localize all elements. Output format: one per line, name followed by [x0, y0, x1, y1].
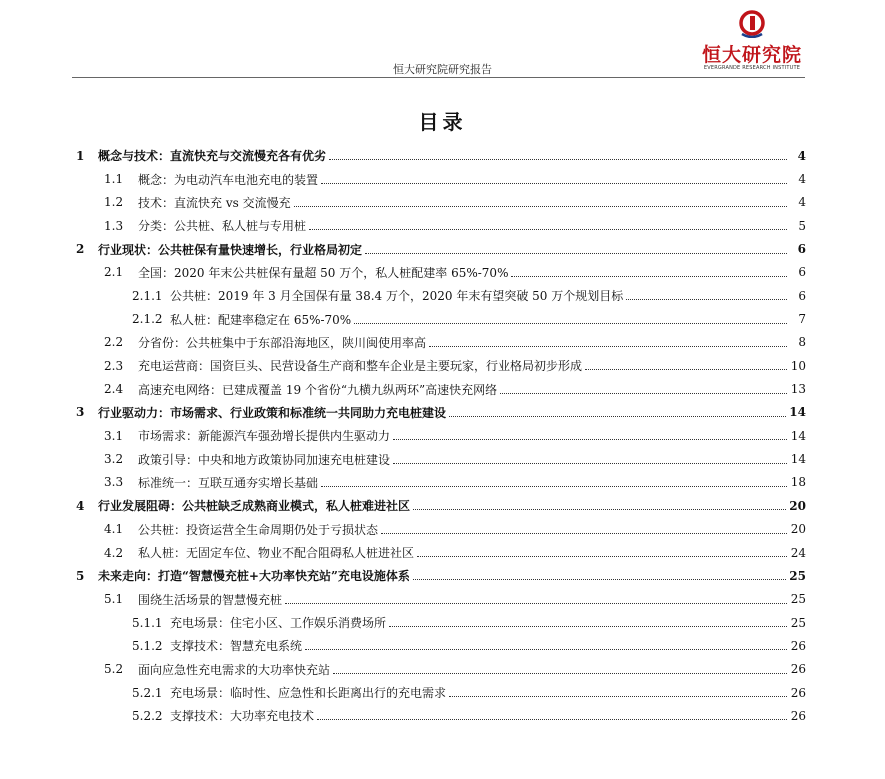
toc-entry-page: 6: [797, 242, 806, 257]
toc-entry-number: 5.1: [104, 592, 124, 607]
toc-entry-page: 18: [790, 475, 806, 490]
toc-entry-page: 4: [798, 172, 806, 187]
toc-entry[interactable]: [76, 144, 806, 167]
toc-entry-number: 2.3: [104, 358, 124, 373]
toc-entry-page: 4: [797, 148, 806, 163]
toc-entry-number: 5: [76, 568, 85, 583]
toc-entry-page: 14: [790, 428, 806, 443]
toc-entry-title: 围绕生活场景的智慧慢充桩: [138, 592, 283, 607]
toc-entry-page: 20: [790, 522, 806, 537]
evergrande-logo-icon: [738, 10, 766, 38]
toc-entry-title: 概念：为电动汽车电池充电的装置: [138, 172, 319, 187]
toc-entry-title: 分省份：公共桩集中于东部沿海地区，陕川闽使用率高: [138, 335, 427, 350]
toc-entry-number: 5.2.2: [132, 708, 163, 723]
toc-dot-leader: [393, 439, 787, 440]
toc-dot-leader: [429, 346, 787, 347]
toc-entry-number: 4.1: [104, 522, 124, 537]
toc-entry[interactable]: [76, 424, 806, 447]
toc-entry[interactable]: [76, 611, 806, 634]
toc-entry-page: 10: [790, 358, 806, 373]
toc-dot-leader: [389, 626, 787, 627]
toc-entry-title: 全国：2020 年末公共桩保有量超 50 万个，私人桩配建率 65%-70%: [138, 265, 509, 280]
toc-entry-title: 充电场景：住宅小区、工作娱乐消费场所: [170, 616, 387, 631]
toc-entry-number: 2.1.1: [132, 288, 163, 303]
toc-entry-number: 2.2: [104, 335, 124, 350]
toc-dot-leader: [285, 603, 787, 604]
toc-entry-title: 政策引导：中央和地方政策协同加速充电桩建设: [138, 452, 391, 467]
toc-entry-page: 7: [798, 312, 806, 327]
toc-entry-number: 3.1: [104, 428, 124, 443]
toc-dot-leader: [393, 463, 787, 464]
toc-entry-page: 6: [798, 265, 806, 280]
toc-entry-title: 市场需求：新能源汽车强劲增长提供内生驱动力: [138, 429, 391, 444]
toc-entry-title: 公共桩：投资运营全生命周期仍处于亏损状态: [138, 522, 379, 537]
toc-dot-leader: [500, 393, 787, 394]
toc-entry-title: 充电场景：临时性、应急性和长距离出行的充电需求: [170, 686, 447, 701]
toc-entry[interactable]: [76, 588, 806, 611]
toc-entry-title: 技术：直流快充 vs 交流慢充: [138, 195, 291, 210]
toc-entry-page: 26: [790, 638, 806, 653]
toc-dot-leader: [413, 579, 786, 580]
toc-entry-title: 高速充电网络：已建成覆盖 19 个省份“九横九纵两环”高速快充网络: [138, 382, 498, 397]
toc-entry-page: 8: [798, 335, 806, 350]
toc-entry-page: 20: [789, 498, 806, 513]
toc-entry-page: 5: [798, 218, 806, 233]
toc-entry-page: 24: [790, 545, 806, 560]
toc-entry-title: 概念与技术：直流快充与交流慢充各有优劣: [98, 149, 327, 164]
toc-entry-page: 25: [790, 592, 806, 607]
table-of-contents: [76, 144, 806, 728]
toc-entry[interactable]: [76, 191, 806, 214]
toc-entry-page: 13: [790, 382, 806, 397]
toc-entry[interactable]: [76, 681, 806, 704]
toc-dot-leader: [381, 533, 787, 534]
toc-entry-title: 行业驱动力：市场需求、行业政策和标准统一共同助力充电桩建设: [98, 405, 447, 420]
logo-subtitle: EVERGRANDE RESEARCH INSTITUTE: [703, 65, 801, 71]
toc-dot-leader: [354, 323, 787, 324]
toc-entry-number: 1.1: [104, 172, 124, 187]
toc-entry-page: 14: [790, 452, 806, 467]
toc-entry-page: 26: [790, 685, 806, 700]
toc-entry[interactable]: [76, 541, 806, 564]
toc-entry[interactable]: [76, 447, 806, 470]
toc-dot-leader: [511, 276, 787, 277]
toc-entry-page: 6: [798, 288, 806, 303]
toc-entry-number: 5.2.1: [132, 685, 163, 700]
toc-entry-number: 5.1.2: [132, 638, 163, 653]
toc-entry-number: 4.2: [104, 545, 124, 560]
toc-entry[interactable]: [76, 564, 806, 587]
toc-entry[interactable]: [76, 634, 806, 657]
toc-entry[interactable]: [76, 214, 806, 237]
toc-entry[interactable]: [76, 471, 806, 494]
toc-entry-number: 4: [76, 498, 85, 513]
toc-entry[interactable]: [76, 354, 806, 377]
toc-title: 目录: [418, 110, 467, 134]
toc-entry-title: 公共桩：2019 年 3 月全国保有量 38.4 万个，2020 年末有望突破 50 万个规划目标: [170, 289, 624, 304]
toc-entry-number: 1.3: [104, 218, 124, 233]
logo-name: 恒大研究院: [701, 44, 802, 66]
toc-entry-number: 5.2: [104, 662, 124, 677]
toc-entry-title: 未来走向：打造“智慧慢充桩+大功率快充站”充电设施体系: [98, 569, 410, 584]
toc-entry[interactable]: [76, 284, 806, 307]
toc-entry-number: 3: [76, 405, 85, 420]
toc-entry-title: 支撑技术：智慧充电系统: [170, 639, 303, 654]
toc-entry[interactable]: [76, 518, 806, 541]
toc-entry-number: 3.3: [104, 475, 124, 490]
toc-dot-leader: [585, 369, 787, 370]
toc-entry-page: 14: [789, 405, 806, 420]
report-header-title: 恒大研究院研究报告: [393, 63, 492, 76]
toc-dot-leader: [321, 486, 787, 487]
toc-dot-leader: [417, 556, 787, 557]
toc-dot-leader: [317, 719, 787, 720]
toc-entry-title: 标准统一：互联互通夯实增长基础: [138, 475, 319, 490]
toc-entry-page: 26: [790, 708, 806, 723]
header-divider: [72, 77, 805, 78]
toc-entry[interactable]: [76, 261, 806, 284]
toc-dot-leader: [413, 509, 786, 510]
toc-entry-title: 充电运营商：国资巨头、民营设备生产商和整车企业是主要玩家，行业格局初步形成: [138, 359, 583, 374]
toc-entry[interactable]: [76, 401, 806, 424]
toc-dot-leader: [449, 416, 786, 417]
toc-dot-leader: [333, 673, 787, 674]
toc-entry-title: 面向应急性充电需求的大功率快充站: [138, 662, 331, 677]
toc-entry-title: 行业现状：公共桩保有量快速增长，行业格局初定: [98, 242, 363, 257]
toc-dot-leader: [626, 299, 787, 300]
toc-entry-title: 私人桩：配建率稳定在 65%-70%: [170, 312, 352, 327]
toc-entry[interactable]: [76, 658, 806, 681]
toc-entry[interactable]: [76, 377, 806, 400]
toc-entry-page: 26: [790, 662, 806, 677]
toc-entry-number: 2.1.2: [132, 312, 163, 327]
toc-entry[interactable]: [76, 307, 806, 330]
toc-entry-page: 25: [790, 615, 806, 630]
toc-entry-title: 分类：公共桩、私人桩与专用桩: [138, 219, 307, 234]
toc-entry-title: 私人桩：无固定车位、物业不配合阻碍私人桩进社区: [138, 546, 415, 561]
toc-dot-leader: [321, 183, 787, 184]
toc-entry-title: 支撑技术：大功率充电技术: [170, 709, 315, 724]
toc-dot-leader: [294, 206, 787, 207]
toc-entry-page: 4: [798, 195, 806, 210]
toc-entry-number: 2.4: [104, 382, 124, 397]
toc-entry-number: 5.1.1: [132, 615, 163, 630]
toc-entry-number: 1.2: [104, 195, 124, 210]
toc-entry-page: 25: [789, 568, 806, 583]
toc-entry-number: 1: [76, 148, 85, 163]
toc-entry[interactable]: [76, 167, 806, 190]
toc-entry-number: 2: [76, 242, 85, 257]
toc-entry[interactable]: [76, 704, 806, 727]
toc-entry-number: 2.1: [104, 265, 124, 280]
toc-dot-leader: [449, 696, 787, 697]
toc-dot-leader: [309, 229, 787, 230]
toc-entry-number: 3.2: [104, 452, 124, 467]
toc-dot-leader: [305, 649, 787, 650]
toc-dot-leader: [329, 159, 787, 160]
toc-entry-title: 行业发展阻碍：公共桩缺乏成熟商业模式，私人桩难进社区: [98, 499, 411, 514]
toc-entry[interactable]: [76, 237, 806, 260]
toc-dot-leader: [365, 253, 787, 254]
toc-entry[interactable]: [76, 331, 806, 354]
toc-entry[interactable]: [76, 494, 806, 517]
